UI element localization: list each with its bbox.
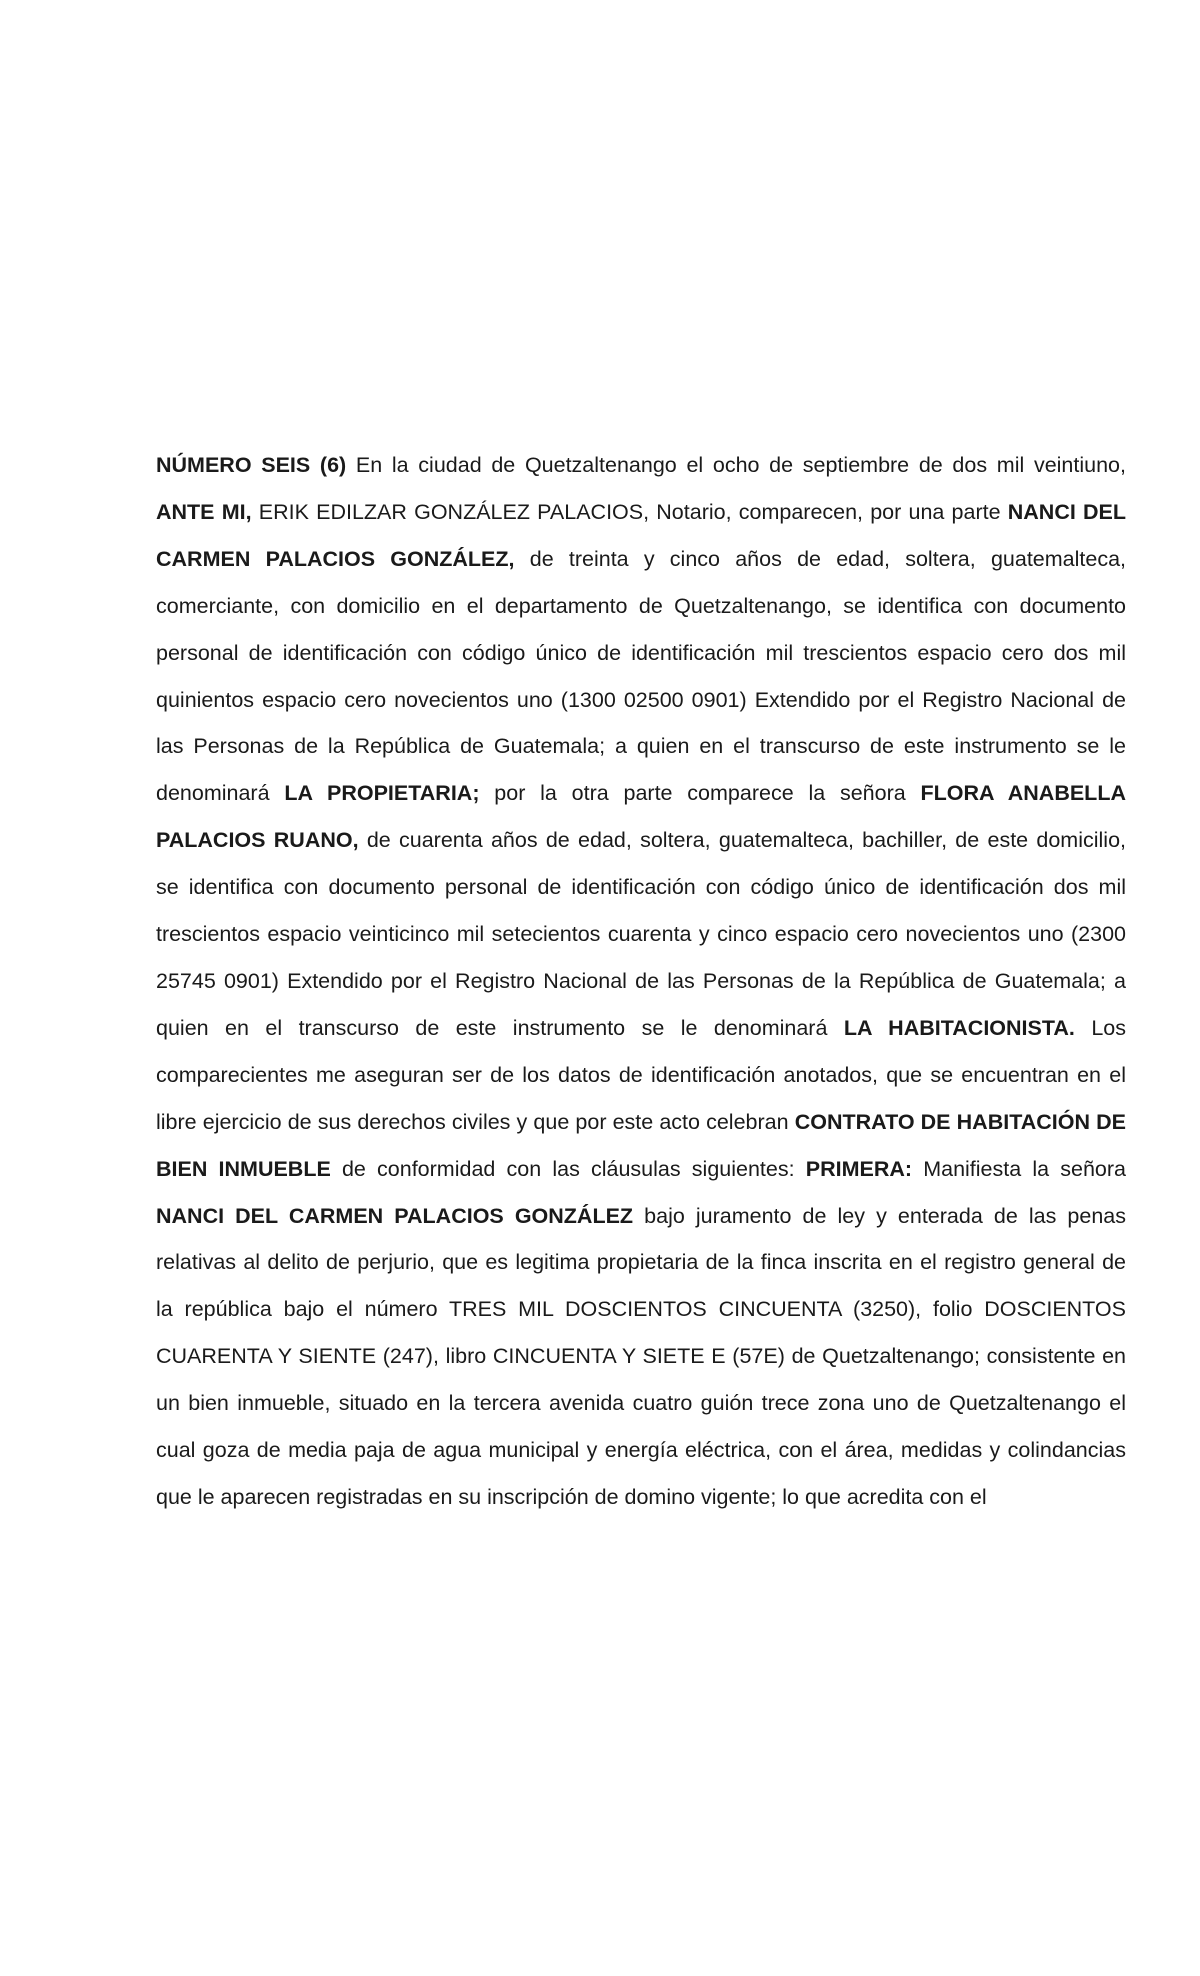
contract-paragraph: [156, 442, 1126, 1521]
text-run: Los comparecientes me aseguran ser de los datos de identificación anotados, que se encuentran en el libre ejercicio de sus derechos civiles y que por este acto celebran: [156, 1015, 1127, 1134]
text-run: Manifiesta la señora: [912, 1156, 1126, 1181]
bold-run: ANTE MI,: [156, 499, 252, 524]
text-run: de conformidad con las cláusulas siguientes:: [330, 1156, 806, 1181]
text-run: bajo juramento de ley y enterada de las penas relativas al delito de perjurio, que es legitima propietaria de la finca inscrita en el registro general de la república bajo el número TRES MIL DOSCIENTOS CINCUENTA (3250), folio DOSCIENTOS CUARENTA Y SIENTE (247), libro CINCUENTA Y SIETE E (57E) de Quetzaltenango; consistente en un bien inmueble, situado en la tercera avenida cuatro guión trece zona uno de Quetzaltenango el cual goza de media paja de agua municipal y energía eléctrica, con el área, medidas y colindancias que le aparecen registradas en su inscripción de domino vigente; lo que acredita con el: [156, 1203, 1126, 1509]
contract-title: CONTRATO DE HABITACIÓN DE BIEN INMUEBLE: [156, 1109, 1126, 1181]
occupant-designation: LA HABITACIONISTA.: [843, 1015, 1075, 1040]
text-run: ERIK EDILZAR GONZÁLEZ PALACIOS, Notario, comparecen, por una parte: [251, 499, 1008, 524]
owner-name-repeat: NANCI DEL CARMEN PALACIOS GONZÁLEZ: [156, 1203, 634, 1228]
owner-designation: LA PROPIETARIA;: [284, 781, 480, 806]
text-run: de cuarenta años de edad, soltera, guatemalteca, bachiller, de este domicilio, se identifica con documento personal de identificación con código único de identificación dos mil trescientos espacio veinticinco mil setecientos cuarenta y cinco espacio cero novecientos uno (2300 25745 0901) Extendido por el Registro Nacional de las Personas de la República de Guatemala; a quien en el transcurso de este instrumento se le denominará: [156, 828, 1126, 1040]
owner-name: NANCI DEL CARMEN PALACIOS GONZÁLEZ,: [156, 499, 1126, 571]
text-run: de treinta y cinco años de edad, soltera, guatemalteca, comerciante, con domicilio en el departamento de Quetzaltenango, se identifica con documento personal de identificación con código único de identificación mil trescientos espacio cero dos mil quinientos espacio cero novecientos uno (1300 02500 0901) Extendido por el Registro Nacional de las Personas de la República de Guatemala; a quien en el transcurso de este instrumento se le denominará: [156, 546, 1126, 806]
deed-number: NÚMERO SEIS (6): [156, 453, 347, 477]
clause-heading-first: PRIMERA:: [805, 1156, 913, 1181]
text-run: En la ciudad de Quetzaltenango el ocho de septiembre de dos mil veintiuno,: [346, 453, 1126, 477]
occupant-name: FLORA ANABELLA PALACIOS RUANO,: [156, 781, 1126, 853]
text-run: por la otra parte comparece la señora: [479, 781, 921, 806]
